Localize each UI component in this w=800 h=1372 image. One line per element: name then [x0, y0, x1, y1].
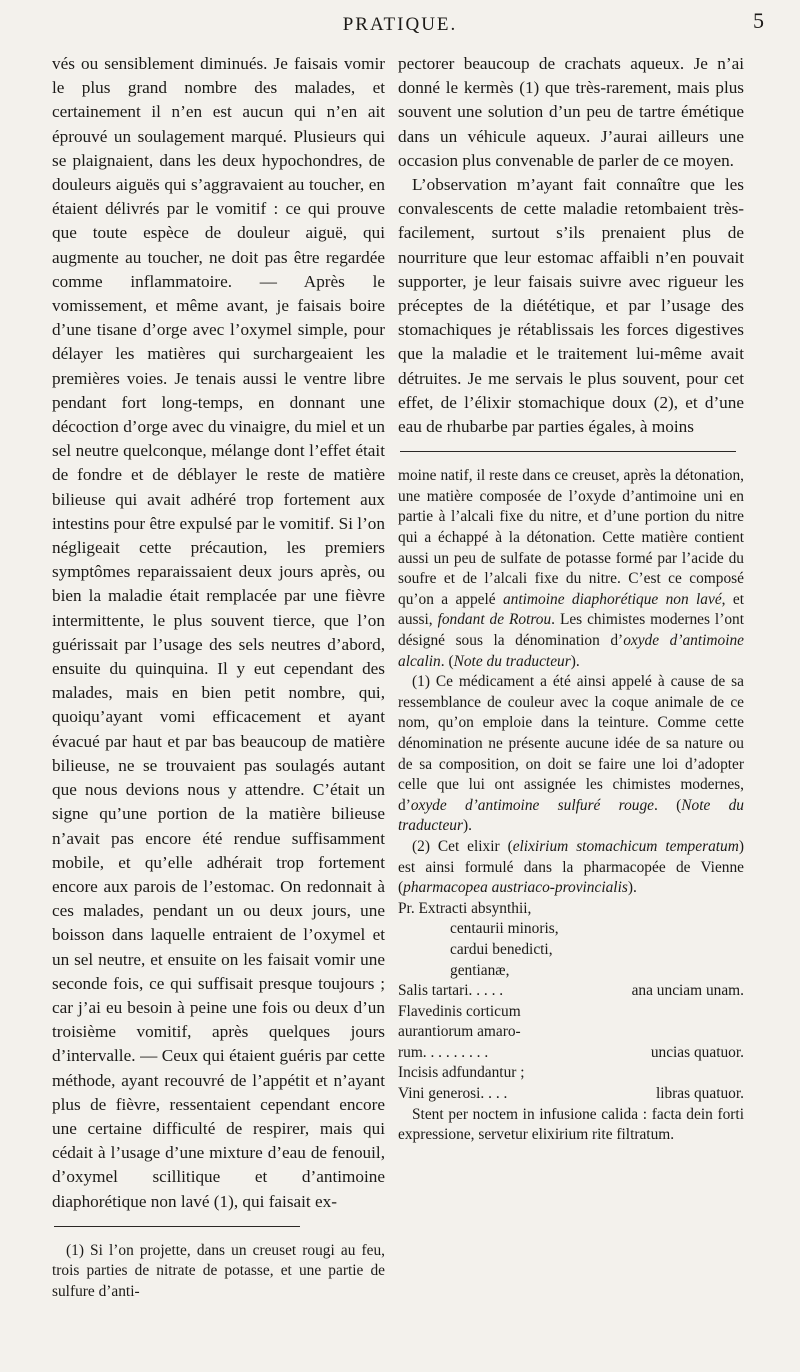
recipe-line-5: [398, 981, 744, 1002]
fn1-text-b: . (: [654, 796, 682, 814]
fn-cont-text-a: moine natif, il reste dans ce creuset, après la détonation, une matière composée de l’oxyde d’antimoine uni en partie à l’alcali fixe du nitre, et d’une portion du nitre qui a échappé à la détonation. Cette matière contient aussi un peu de sulfate de potasse formé par l’acide du soufre et de l’alcali fixe du nitre. C’est ce composé qu’on a appelé: [398, 467, 744, 608]
fn2-text-a: (2) Cet elixir (: [412, 837, 513, 855]
fn2-italic-1: elixirium stomachicum temperatum: [512, 837, 739, 855]
footnote-separator: [400, 451, 736, 452]
fn-cont-italic-2: fondant de Rotrou: [437, 611, 552, 629]
right-body-text: [398, 52, 744, 439]
recipe-line-6: Flavedinis corticum: [398, 1002, 521, 1020]
page-number: 5: [753, 8, 764, 33]
recipe-ingredient: rum. . . . . . . . .: [398, 1043, 489, 1061]
running-title: PRATIQUE.: [342, 14, 458, 35]
recipe-line-9: Incisis adfundantur ;: [398, 1064, 525, 1082]
left-column: [52, 52, 385, 1303]
fn1-italic-1: oxyde d’antimoine sulfuré rouge: [410, 796, 655, 814]
fn1-italic-2: Note du traducteur: [398, 796, 744, 835]
right-paragraph-2: L’observation m’ayant fait connaître que les convalescents de cette maladie retombaient très-facilement, surtout s’ils prenaient plus de nourriture que leur estomac affaibli n’en pouvait supporter, je leur faisais suivre avec rigueur les préceptes de la diététique, et par l’usage des stomachiques je rétablissais les forces digestives que la maladie et le traitement lui-même avait détruites. Je me servais le plus souvent, pour cet effet, de l’élixir stomachique doux (2), et d’une eau de rhubarbe par parties égales, à moins: [398, 175, 744, 437]
right-paragraph-1: pectorer beaucoup de crachats aqueux. Je n’ai donné le kermès (1) que très-rarement, mais plus souvent une solution d’un peu de tartre émétique dans un véhicule aqueux. J’aurai ailleurs une occasion plus convenable de parler de ce moyen.: [398, 54, 744, 170]
fn-cont-text-e: ).: [570, 652, 580, 670]
recipe-line-2: centaurii minoris,: [450, 920, 559, 938]
fn2-italic-2: pharmacopea austriaco-provincialis: [403, 879, 628, 897]
page-header: [0, 8, 800, 44]
fn1-text-c: ).: [462, 817, 472, 835]
fn-cont-text-b: , et aussi,: [398, 590, 744, 629]
recipe-line-1: Pr. Extracti absynthii,: [398, 899, 532, 917]
right-column: [398, 52, 744, 1146]
fn-cont-text-d: . (: [440, 652, 454, 670]
recipe-dose: ana unciam unam.: [631, 982, 744, 1000]
fn-cont-italic-1: antimoine diaphorétique non lavé: [502, 590, 722, 608]
footnote-kermes: [398, 672, 744, 837]
recipe-line-8: [398, 1043, 744, 1064]
recipe-dose: libras quatuor.: [655, 1085, 744, 1103]
left-body-text: [52, 52, 385, 1214]
recipe-line-10: [398, 1084, 744, 1105]
left-paragraph: vés ou sensiblement diminués. Je faisais vomir le plus grand nombre des malades, et certainement il n’en est aucun qui n’en ait éprouvé un soulagement marqué. Plusieurs qui se plaignaient, dans les deux hypochondres, de douleurs aiguës qui s’aggravaient au toucher, en étaient délivrés par le vomitif : ce qui prouve que toute espèce de douleur aiguë, qui augmente au toucher, ne doit pas être regardée comme inflammatoire. — Après le vomissement, et même avant, je faisais boire d’une tisane d’orge avec l’oxymel simple, pour délayer les matières qui surchargeaient les premières voies. Je tenais aussi le ventre libre pendant fort long-temps, en donnant une décoction d’orge avec du vinaigre, du miel et un sel neutre quelconque, mélange dont l’effet était de fondre et de déblayer le reste de matière bilieuse qui avait adhéré trop fortement aux intestins pour être expulsé par le vomitif. Si l’on négligeait cette précaution, les premiers symptômes reparaissaient deux jours après, ou bien la maladie était remplacée par une fièvre intermittente, le plus souvent tierce, que l’on guérissait par l’usage des sels neutres d’abord, ensuite du quinquina. Il y eut cependant des malades, mais en bien petit nombre, qui, quoiqu’ayant vomi efficacement et ayant évacué par haut et par bas beaucoup de matière bilieuse, ne se trouvaient pas soulagés autant que nous devions nous y attendre. C’était un signe qu’une portion de la matière bilieuse n’avait pas encore été rendue suffisamment mobile, et qu’elle adhérait trop fortement encore aux parois de l’estomac. On redonnait à ces malades, pendant un ou deux jours, une boisson dans laquelle entraient de l’oxymel et un sel neutre, et ensuite on les faisait vomir une seconde fois, ce qui suffisait presque toujours ; car j’ai eu besoin à peine une fois ou deux d’un troisième vomitif, après quelques jours d’intervalle. — Ceux qui étaient guéris par cette méthode, ayant recouvré de l’appétit et n’ayant plus de fièvre, ressentaient cependant encore une certaine difficulté de respirer, mais qui cédait à l’usage d’une mixture d’eau de fenouil, d’oxymel scillitique et d’antimoine diaphorétique non lavé (1), qui faisait ex-: [52, 54, 385, 1211]
fn-cont-text-c: . Les chimistes modernes l’ont désigné sous la dénomination d’: [398, 611, 744, 649]
recipe-ingredient: Salis tartari. . . . .: [398, 982, 504, 1000]
recipe-ingredient: Vini generosi. . . .: [398, 1085, 508, 1103]
footnote-1: (1) Si l’on projette, dans un creuset rougi au feu, trois parties de nitrate de potasse, et une partie de sulfure d’anti-: [52, 1241, 385, 1300]
footnote-continuation: [398, 466, 744, 672]
right-footnotes: [398, 466, 744, 898]
recipe-dose: uncias quatuor.: [650, 1043, 744, 1061]
left-footnotes: [52, 1241, 385, 1303]
fn2-text-c: ).: [627, 879, 637, 897]
fn1-text-a: (1) Ce médicament a été ainsi appelé à cause de sa ressemblance de couleur avec la coque animale de ce nom, qu’on emploie dans la teinture. Comme cette dénomination ne présente aucune idée de sa nature ou de sa composition, on doit se faire une loi d’adopter celle que lui ont assignée les chimistes modernes, d’: [398, 673, 744, 814]
elixir-recipe: [398, 899, 744, 1146]
recipe-line-4: gentianæ,: [450, 961, 510, 979]
footnote-elixir: [398, 837, 744, 899]
fn2-text-b: ) est ainsi formulé dans la pharmacopée de Vienne (: [398, 837, 744, 897]
recipe-line-3: cardui benedicti,: [450, 940, 553, 958]
recipe-instructions: Stent per noctem in infusione calida : facta dein forti expressione, servetur elixirium rite filtratum.: [398, 1105, 744, 1144]
fn-cont-italic-4: Note du traducteur: [453, 652, 571, 670]
recipe-line-7: aurantiorum amaro-: [398, 1023, 521, 1041]
footnote-separator: [54, 1226, 300, 1227]
fn-cont-italic-3: oxyde d’antimoine alcalin: [398, 632, 745, 670]
